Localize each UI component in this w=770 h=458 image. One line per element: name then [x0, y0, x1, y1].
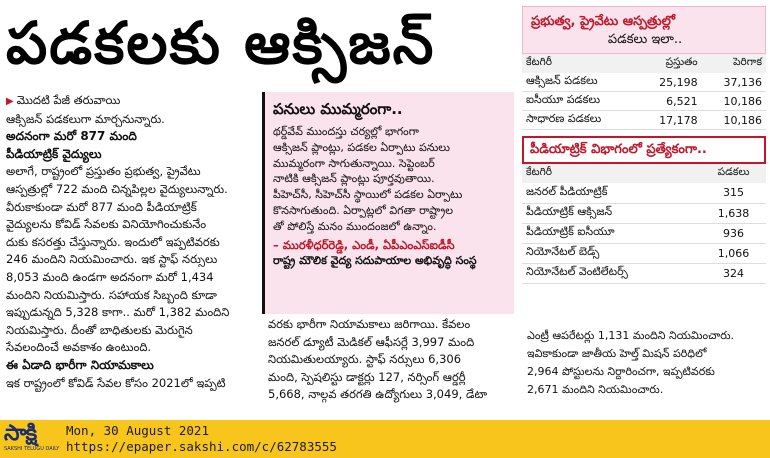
quote-attribution: – మురళీధర్‌రెడ్డి, ఎండీ, ఏపీఎంఎస్ఐడీసీ: [273, 237, 455, 252]
table-cell: 37,136: [702, 73, 766, 92]
pediatric-table-title: పీడియాట్రిక్ విభాగంలో ప్రత్యేకంగా..: [522, 136, 766, 164]
body-line: 2,964 పోస్టులను నిర్దారించగా, ఇప్పటివరకు: [527, 365, 715, 378]
table-cell: 1,638: [701, 203, 766, 223]
table-cell: నియోనేటల్ బెడ్స్: [522, 243, 701, 263]
table-cell: 10,186: [702, 111, 766, 130]
body-line: ఎంట్రీ ఆపరేటర్లు 1,131 మందిని నియమించారు.: [527, 329, 735, 342]
table-cell: 936: [701, 223, 766, 243]
sakshi-logo: [4, 422, 60, 456]
table-cell: 324: [701, 263, 766, 283]
table-cell: పీడియాట్రిక్ ఐసీయూ: [522, 223, 701, 243]
body-line: 5,668, నాల్గవ తరగతి ఉద్యోగులు 3,049, డేటా: [268, 387, 488, 402]
table-cell: 25,198: [637, 73, 701, 92]
body-line: 246 మందిని నియమించారు. ఇక స్టాఫ్ నర్సులు: [6, 252, 218, 267]
table-cell: పీడియాట్రిక్ ఆక్సిజన్: [522, 203, 701, 223]
body-line: నియమితులయ్యారు. స్టాఫ్ నర్సులు 6,306: [268, 352, 462, 367]
sidebox-line: నాటికి ఆక్సిజన్ ప్లాంట్లు పూర్తవుతాయి.: [273, 172, 435, 186]
beds-table-title: [522, 6, 766, 54]
subheading: అదనంగా మరో 877 మంది: [6, 129, 137, 144]
body-line: వరకు భారీగా నియామకాలు జరిగాయి. కేవలం: [268, 317, 471, 331]
table-header: పెరిగాక: [702, 54, 766, 73]
sidebox-line: పీహెచ్‌సీ, సీహెచ్‌సీ స్థాయిలో పడకల ఏర్పాటు: [273, 188, 463, 202]
table-cell: 10,186: [702, 92, 766, 111]
table-cell: 17,178: [637, 111, 701, 130]
body-line: మంది, స్పెషలిస్టు డాక్టర్లు 127, నర్సింగ్ ఆర్డర్లీ: [268, 369, 466, 384]
table-header: కేటగిరీ: [522, 54, 637, 73]
beds-table: [522, 54, 766, 130]
body-line: 8,053 మంది ఉండగా అదనంగా మరో 1,434: [6, 269, 214, 284]
headline: పడకలకు ఆక్సిజన్: [6, 9, 436, 77]
quote-sidebox: [262, 92, 514, 314]
table-header-row: [522, 54, 766, 73]
body-line: అలాగే, రాష్ట్రంలో ప్రస్తుతం ప్రభుత్వ, ప్రైవేటు: [6, 164, 201, 179]
body-line: దుకు కసరత్తు చేస్తున్నారు. ఇందులో ఇప్పటివరకు: [6, 234, 220, 249]
table-cell: ఐసీయూ పడకలు: [522, 92, 637, 111]
article-column-1: [6, 92, 256, 392]
epaper-link[interactable]: https://epaper.sakshi.com/c/62783555: [66, 439, 337, 454]
table-cell: సాధారణ పడకలు: [522, 111, 637, 130]
table-header: ప్రస్తుతం: [637, 54, 701, 73]
subheading: పీడియాట్రిక్ వైద్యులు: [6, 146, 102, 161]
body-line: సేవలందించే అవకాశం ఉంటుంది.: [6, 340, 152, 355]
sidebox-line: కొనసాగుతుంది. ఏర్పాట్లలో విగతా రాష్ట్రాల: [273, 203, 454, 217]
article-column-2: [268, 316, 514, 404]
body-line: మందిని నియమిస్తారు. సహాయక సిబ్బంది కూడా: [6, 287, 217, 302]
footer-meta: [66, 423, 337, 455]
body-line: ఇవికాకుండా జాతీయ హెల్త్ మిషన్ పరిధిలో: [527, 347, 707, 360]
sidebox-line: థర్డ్‌వేవ్ ముందస్తు చర్యల్లో భాగంగా: [273, 125, 419, 138]
table-row: [522, 183, 766, 203]
continuation-note: ▶ మొదటి పేజీ తరువాయి: [6, 93, 121, 107]
subheading: ఈ ఏడాది భారీగా నియామకాలు: [6, 357, 154, 372]
body-line: ఆస్పత్రుల్లో 722 మంది చిన్నపిల్లల వైద్యులున్నారు.: [6, 181, 228, 196]
article-column-3: [527, 327, 767, 399]
table-row: [522, 243, 766, 263]
table-header: కేటగిరీ: [522, 164, 701, 183]
body-line: వైద్యులను కోవిడ్ సేవలకు వినియోగించుకునేం: [6, 217, 207, 232]
logo-subtitle: SAKSHI TELUGU DAILY: [4, 446, 60, 452]
tables-column: [522, 6, 766, 284]
triangle-bullet-icon: ▶: [6, 96, 14, 107]
table-row: [522, 73, 766, 92]
sidebox-line: తో పోలిస్తే మనం ముందంజలో ఉన్నాం.: [273, 219, 437, 233]
body-line: వీరుకాకుండా మరో 877 మంది పీడియాట్రిక్: [6, 199, 197, 214]
sidebox-line: ముమ్మరంగా సాగుతున్నాయి. సెప్టెంబర్: [273, 156, 435, 170]
body-line: 2,671 మందిని నియమించారు.: [527, 383, 664, 396]
table-cell: 1,066: [701, 243, 766, 263]
sidebox-line: ఆక్సిజన్ ప్లాంట్లు, పడకల ఏర్పాటు పనులు: [273, 140, 450, 154]
table-row: [522, 111, 766, 130]
body-line: ఆక్సిజన్ పడకలుగా మార్చనున్నారు.: [6, 111, 165, 126]
pediatric-table: [522, 164, 766, 284]
table-cell: జనరల్ పీడియాట్రిక్: [522, 183, 701, 203]
table-cell: నియోనేటల్ వెంటిలేటర్స్: [522, 263, 701, 283]
logo-text: సాక్షి: [4, 421, 37, 446]
table-cell: ఆక్సిజన్ పడకలు: [522, 73, 637, 92]
publication-date: Mon, 30 August 2021: [66, 423, 209, 438]
table-cell: 6,521: [637, 92, 701, 111]
body-line: ఇక రాష్ట్రంలో కోవిడ్ సేవల కోసం 2021లో ఇప్పటి: [6, 375, 226, 390]
table-row: [522, 92, 766, 111]
sidebox-body: [273, 124, 508, 235]
body-line: ఇప్పుడున్నది 5,328 కాగా.. మరో 1,382 మందిని: [6, 305, 230, 320]
table-header-row: [522, 164, 766, 183]
table-cell: 315: [701, 183, 766, 203]
beds-table-title-line2: పడకలు ఇలా..: [607, 32, 683, 47]
beds-table-title-line1: ప్రభుత్వ, ప్రైవేటు ఆస్పత్రుల్లో: [531, 14, 675, 29]
body-line: జనరల్ డ్యూటీ మెడికల్ ఆఫీసర్లే 3,997 మంది: [268, 334, 475, 349]
table-row: [522, 223, 766, 243]
quote-organization: రాష్ట్ర మౌలిక వైద్య సదుపాయాల అభివృద్ధి సంస్థ: [273, 253, 477, 267]
sidebox-title: పనులు ముమ్మరంగా..: [273, 100, 403, 118]
table-row: [522, 203, 766, 223]
footer-bar: [0, 420, 770, 458]
table-header: పడకలు: [701, 164, 766, 183]
table-row: [522, 263, 766, 283]
body-line: నియమిస్తారు. దీంతో బాధితులకు మెరుగైన: [6, 322, 193, 337]
